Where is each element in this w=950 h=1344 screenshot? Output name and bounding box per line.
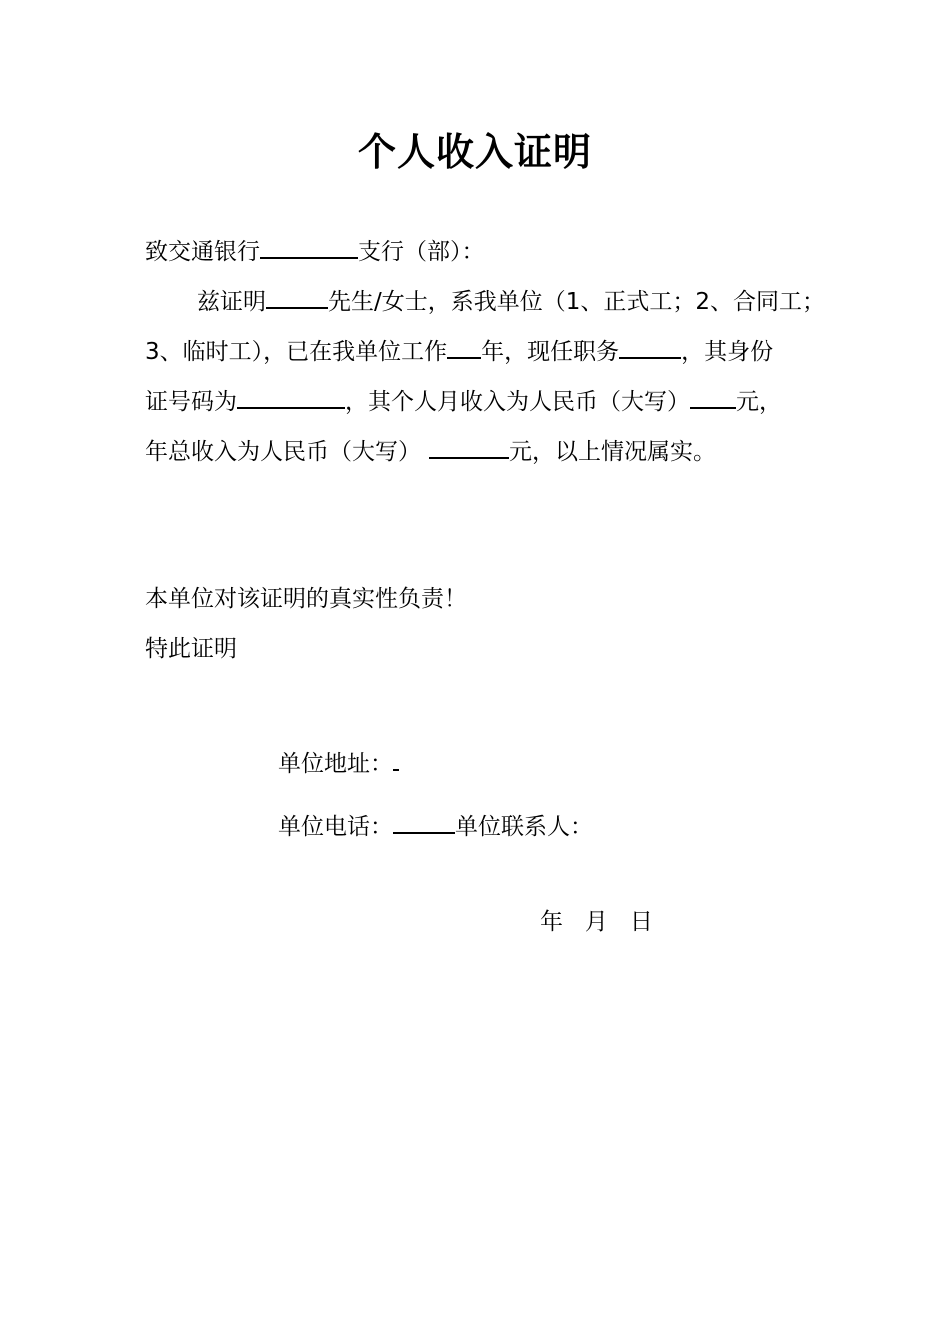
paragraph-line-3: [145, 383, 782, 418]
salutation-suffix: 支行（部）：: [358, 239, 485, 265]
paragraph-text: 先生/女士，系我单位（1、正式工；2、合同工；: [328, 289, 826, 315]
salutation-prefix: 致交通银行: [145, 239, 260, 265]
address-blank[interactable]: [393, 745, 399, 771]
phone-line: [278, 808, 593, 843]
address-line: [278, 745, 399, 780]
date-line: 年 月 日: [540, 909, 653, 935]
phone-label: 单位电话：: [278, 814, 393, 840]
paragraph-text: 3、临时工），已在我单位工作: [145, 339, 448, 365]
paragraph-text: 兹证明: [197, 289, 266, 315]
paragraph-line-4: [145, 433, 716, 468]
annual-income-blank[interactable]: [429, 433, 509, 459]
document-title: 个人收入证明: [357, 130, 592, 174]
monthly-income-blank[interactable]: [690, 383, 736, 409]
salutation-line: [145, 233, 485, 268]
phone-blank[interactable]: [393, 808, 455, 834]
paragraph-text: ，其个人月收入为人民币（大写）: [345, 389, 690, 415]
contact-label: 单位联系人：: [455, 814, 593, 840]
paragraph-line-1: [197, 283, 825, 318]
paragraph-text: 年，现任职务: [481, 339, 620, 365]
id-number-blank[interactable]: [237, 383, 345, 409]
paragraph-text: ，其身份: [681, 339, 774, 365]
paragraph-text: 年总收入为人民币（大写）: [145, 439, 421, 465]
certify-statement: 特此证明: [145, 636, 237, 662]
paragraph-line-2: [145, 333, 773, 368]
job-title-blank[interactable]: [619, 333, 681, 359]
address-label: 单位地址：: [278, 751, 393, 777]
years-worked-blank[interactable]: [447, 333, 481, 359]
responsibility-statement: 本单位对该证明的真实性负责！: [145, 586, 467, 612]
paragraph-text: 元，以上情况属实。: [509, 439, 716, 465]
person-name-blank[interactable]: [266, 283, 328, 309]
paragraph-text: 元，: [736, 389, 782, 415]
paragraph-text: 证号码为: [145, 389, 237, 415]
branch-name-blank[interactable]: [260, 233, 358, 259]
